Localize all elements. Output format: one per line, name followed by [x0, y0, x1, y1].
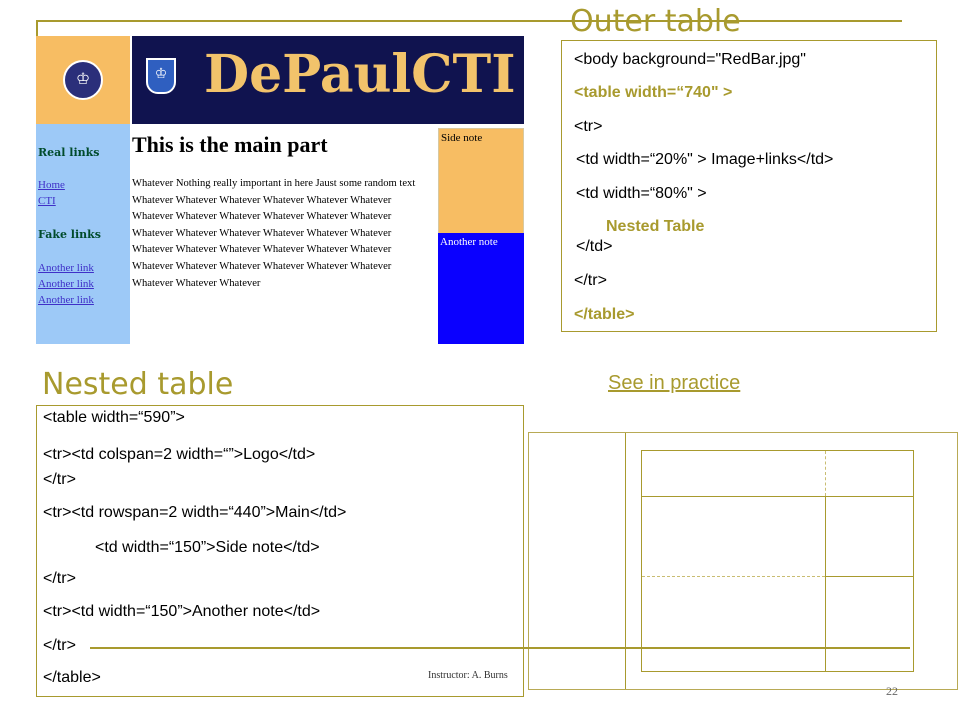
code-line: <td width=“150”>Side note</td>	[95, 539, 320, 556]
bottom-rule	[90, 647, 910, 649]
main-column-divider	[825, 496, 826, 672]
table-layout-diagram	[528, 432, 958, 690]
code-line: <td width=“20%" > Image+links</td>	[576, 151, 834, 168]
code-line: <td width=“80%" >	[576, 185, 707, 202]
code-line: <table width=“590”>	[43, 409, 185, 426]
code-line: Nested Table	[606, 218, 705, 235]
top-rule-tick	[36, 20, 38, 36]
page-number: 22	[886, 684, 898, 698]
another-note-cell	[438, 233, 524, 344]
code-line: </tr>	[43, 637, 76, 654]
top-rule	[36, 20, 902, 22]
nav-link-cti[interactable]: CTI	[38, 195, 56, 207]
dashed-horizontal-guide	[642, 576, 825, 577]
instructor-footer: Instructor: A. Burns	[428, 670, 508, 681]
code-line: <table width=“740" >	[574, 84, 733, 101]
code-line: <tr><td rowspan=2 width=“440”>Main</td>	[43, 504, 347, 521]
side-note-cell	[438, 128, 524, 234]
diagram-column-divider	[625, 433, 626, 689]
nested-table-title: Nested table	[42, 367, 234, 402]
see-in-practice-link[interactable]: See in practice	[608, 372, 741, 394]
code-line: </table>	[574, 306, 635, 323]
main-text: Whatever Nothing really important in here Jaust some random text Whatever Whatever Whatever Whatever Whatever Whatever Whatever Whatever Whatever Whatever Whatever Whatever Whatever Whatever Whatever Whatever Whatever Whatever Whatever Whatever Whatever Whatever Whatever Whatever Whatever Whatever Whatever Whatever Whatever Whatever Whatever Whatever Whatever	[132, 178, 416, 289]
code-line: </tr>	[574, 272, 607, 289]
code-line: <tr><td colspan=2 width=“”>Logo</td>	[43, 446, 316, 463]
side-note-divider	[825, 576, 914, 577]
nav-link-home[interactable]: Home	[38, 179, 65, 191]
banner-text: DePaulCTI	[204, 44, 516, 105]
dashed-vertical-guide	[825, 451, 826, 496]
code-line: <body background="RedBar.jpg"	[574, 51, 806, 68]
nested-table-frame-top	[641, 450, 914, 451]
code-line: </table>	[43, 669, 101, 686]
nested-table-frame-bottom	[641, 671, 914, 672]
main-title: This is the main part	[132, 132, 328, 157]
left-nav	[36, 124, 130, 344]
website-screenshot	[36, 36, 524, 344]
outer-table-code	[561, 40, 937, 332]
code-line: </tr>	[43, 570, 76, 587]
code-line: </td>	[576, 238, 613, 255]
logo-row-divider	[641, 496, 914, 497]
nested-table-code	[36, 405, 524, 697]
nested-table-frame-right	[913, 450, 914, 672]
fake-links-label: Fake links	[38, 228, 101, 241]
side-note-label: Side note	[441, 132, 483, 144]
nav-link-another-3[interactable]: Another link	[38, 294, 94, 306]
real-links-label: Real links	[38, 146, 100, 159]
another-note-label: Another note	[440, 236, 498, 248]
code-line: </tr>	[43, 471, 76, 488]
nested-table-frame-left	[641, 450, 642, 672]
nav-link-another-2[interactable]: Another link	[38, 278, 94, 290]
depaul-shield-icon: ♔	[146, 58, 176, 94]
code-line: <tr><td width=“150”>Another note</td>	[43, 603, 321, 620]
banner	[132, 36, 524, 124]
code-line: <tr>	[574, 118, 603, 135]
depaul-seal-icon: ♔	[63, 60, 103, 100]
logo-cell	[36, 36, 130, 124]
outer-table-title: Outer table	[570, 4, 741, 39]
nav-link-another-1[interactable]: Another link	[38, 262, 94, 274]
main-part	[130, 124, 438, 344]
